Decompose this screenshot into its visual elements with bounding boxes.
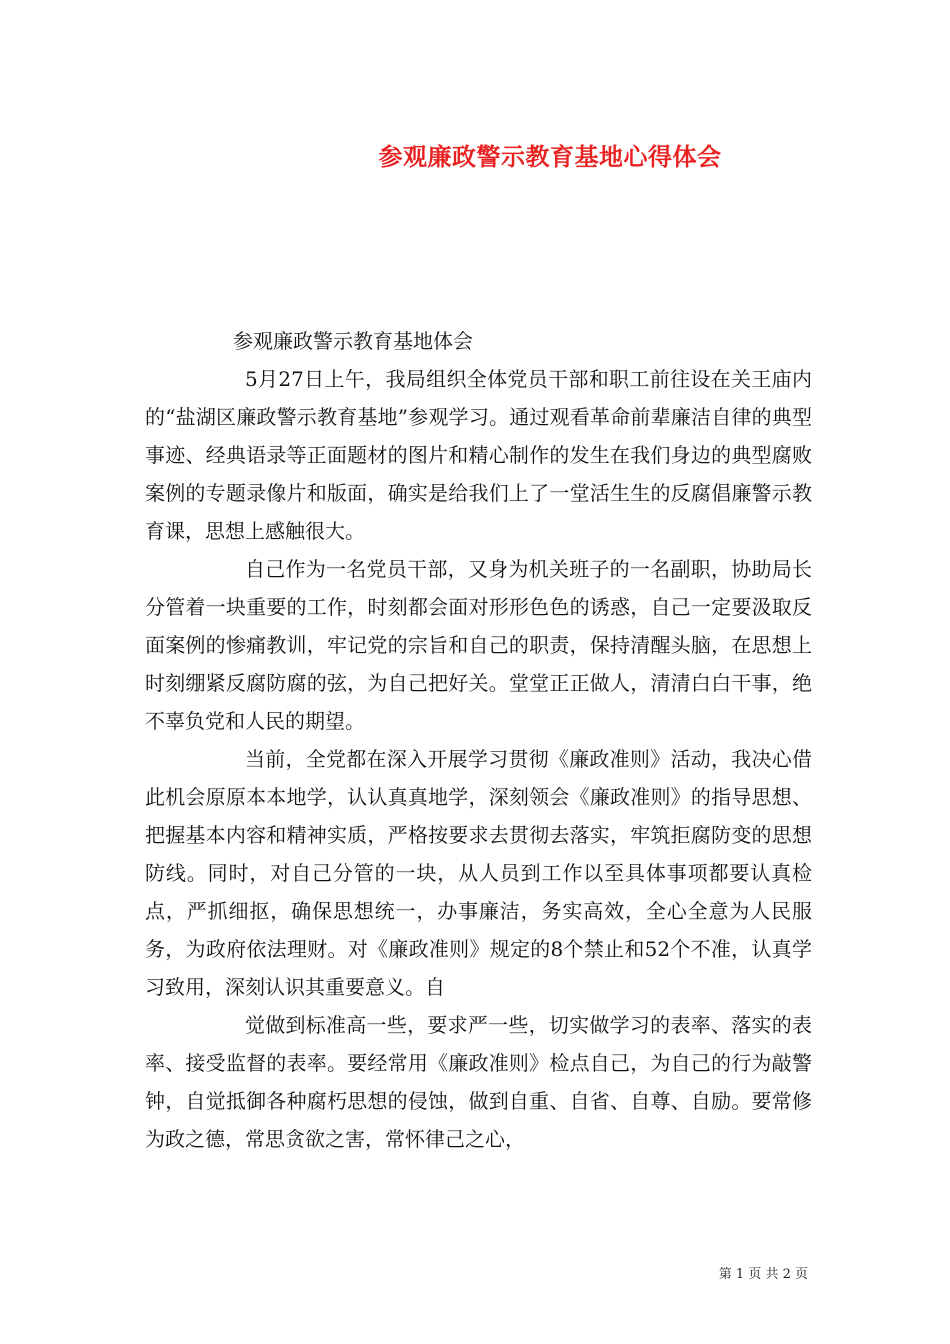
paragraph-1: 5月27日上午，我局组织全体党员干部和职工前往设在关王庙内的“盐湖区廉政警示教育基地”参观学习。通过观看革命前辈廉洁自律的典型事迹、经典语录等正面题材的图片和精心制作的发生在我们身边的典型腐败案例的专题录像片和版面，确实是给我们上了一堂活生生的反腐倡廉警示教育课，思想上感触很大。 <box>145 367 812 543</box>
paragraph-2: 自己作为一名党员干部，又身为机关班子的一名副职，协助局长分管着一块重要的工作，时刻都会面对形形色色的诱惑，自己一定要汲取反面案例的惨痛教训，牢记党的宗旨和自己的职责，保持清醒头脑，在思想上时刻绷紧反腐防腐的弦，为自己把好关。堂堂正正做人，清清白白干事，绝不辜负党和人民的期望。 <box>145 557 812 733</box>
document-title: 参观廉政警示教育基地心得体会 <box>378 142 722 171</box>
paragraph-3: 当前，全党都在深入开展学习贯彻《廉政准则》活动，我决心借此机会原原本本地学，认认真真地学，深刻领会《廉政准则》的指导思想、把握基本内容和精神实质，严格按要求去贯彻去落实，牢筑拒腐防变的思想防线。同时，对自己分管的一块，从人员到工作以至具体事项都要认真检点，严抓细抠，确保思想统一，办事廉洁，务实高效，全心全意为人民服务，为政府依法理财。对《廉政准则》规定的8个禁止和52个不准，认真学习致用，深刻认识其重要意义。自 <box>145 747 812 999</box>
paragraph-4: 觉做到标准高一些，要求严一些，切实做学习的表率、落实的表率、接受监督的表率。要经常用《廉政准则》检点自己，为自己的行为敲警钟，自觉抵御各种腐朽思想的侵蚀，做到自重、自省、自尊、自励。要常修为政之德，常思贪欲之害，常怀律己之心， <box>145 1013 812 1151</box>
page-footer: 第 1 页 共 2 页 <box>718 1267 808 1282</box>
document-body <box>145 322 812 1158</box>
document-subtitle: 参观廉政警示教育基地体会 <box>233 329 473 353</box>
